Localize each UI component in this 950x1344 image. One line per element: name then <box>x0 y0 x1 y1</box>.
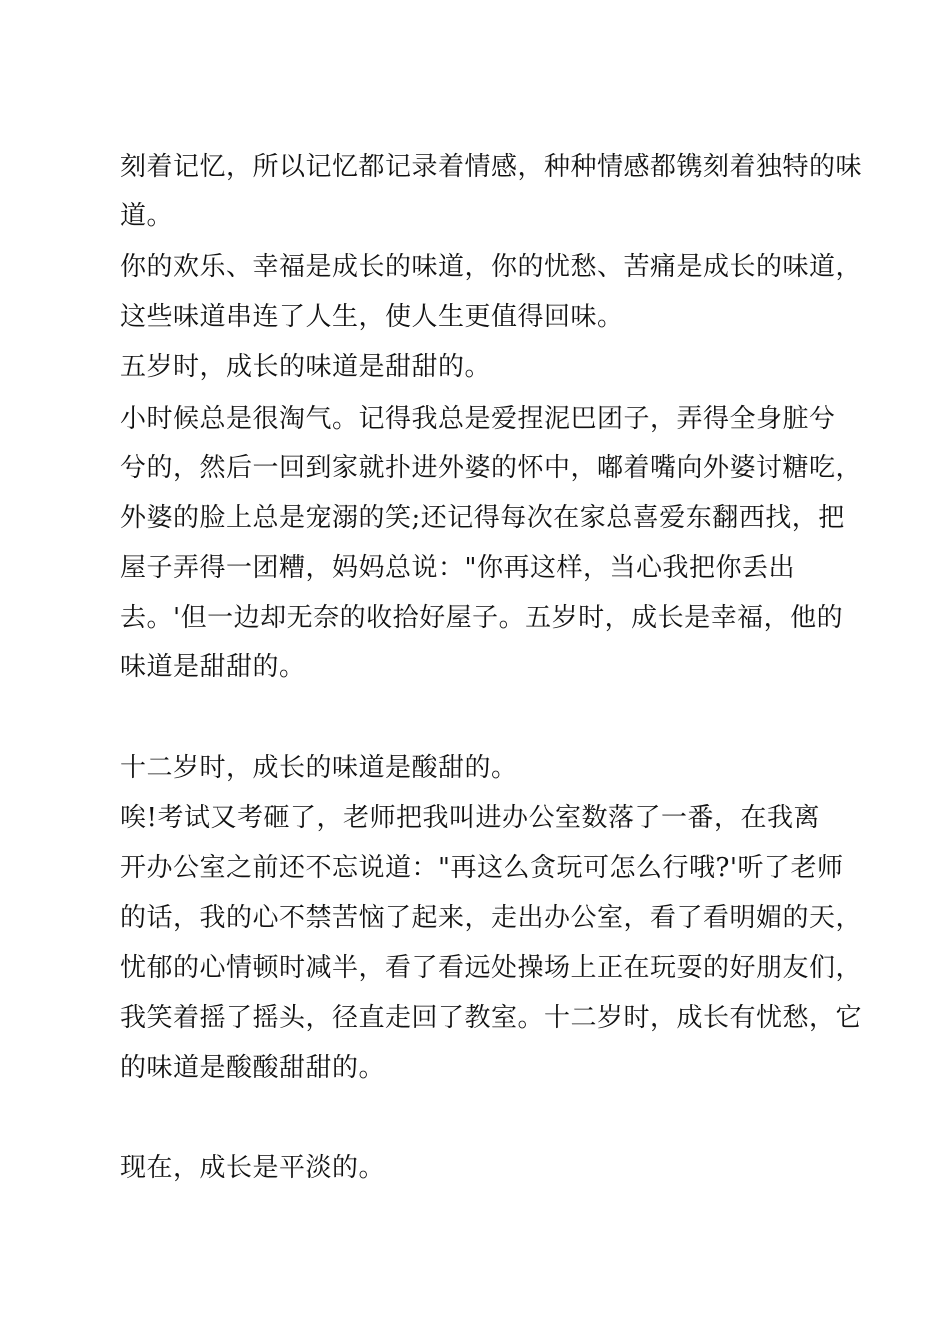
text-line: 外婆的脸上总是宠溺的笑;还记得每次在家总喜爱东翻西找，把 <box>120 503 845 533</box>
text-line: 我笑着摇了摇头，径直走回了教室。十二岁时，成长有忧愁，它 <box>120 1003 863 1033</box>
text-line: 五岁时，成长的味道是甜甜的。 <box>120 352 492 382</box>
text-line: 刻着记忆，所以记忆都记录着情感，种种情感都镌刻着独特的味 <box>120 152 863 182</box>
text-line: 开办公室之前还不忘说道："再这么贪玩可怎么行哦?'听了老师 <box>120 853 844 883</box>
text-line: 去。'但一边却无奈的收拾好屋子。五岁时，成长是幸福，他的 <box>120 603 844 633</box>
text-line: 道。 <box>120 201 174 231</box>
text-line: 屋子弄得一团糟，妈妈总说："你再这样，当心我把你丢出 <box>120 553 795 583</box>
text-line: 忧郁的心情顿时减半，看了看远处操场上正在玩耍的好朋友们， <box>120 953 863 983</box>
text-line: 唉!考试又考砸了，老师把我叫进办公室数落了一番，在我离 <box>120 803 820 833</box>
text-line: 这些味道串连了人生，使人生更值得回味。 <box>120 302 624 332</box>
text-line: 十二岁时，成长的味道是酸甜的。 <box>120 753 518 783</box>
text-line: 现在，成长是平淡的。 <box>120 1153 386 1183</box>
text-line: 兮的，然后一回到家就扑进外婆的怀中，嘟着嘴向外婆讨糖吃， <box>120 453 863 483</box>
text-line: 你的欢乐、幸福是成长的味道，你的忧愁、苦痛是成长的味道， <box>120 252 863 282</box>
text-line: 小时候总是很淘气。记得我总是爱捏泥巴团子，弄得全身脏兮 <box>120 404 836 434</box>
text-line: 味道是甜甜的。 <box>120 652 306 682</box>
text-line: 的话，我的心不禁苦恼了起来，走出办公室，看了看明媚的天， <box>120 903 863 933</box>
text-line: 的味道是酸酸甜甜的。 <box>120 1053 386 1083</box>
